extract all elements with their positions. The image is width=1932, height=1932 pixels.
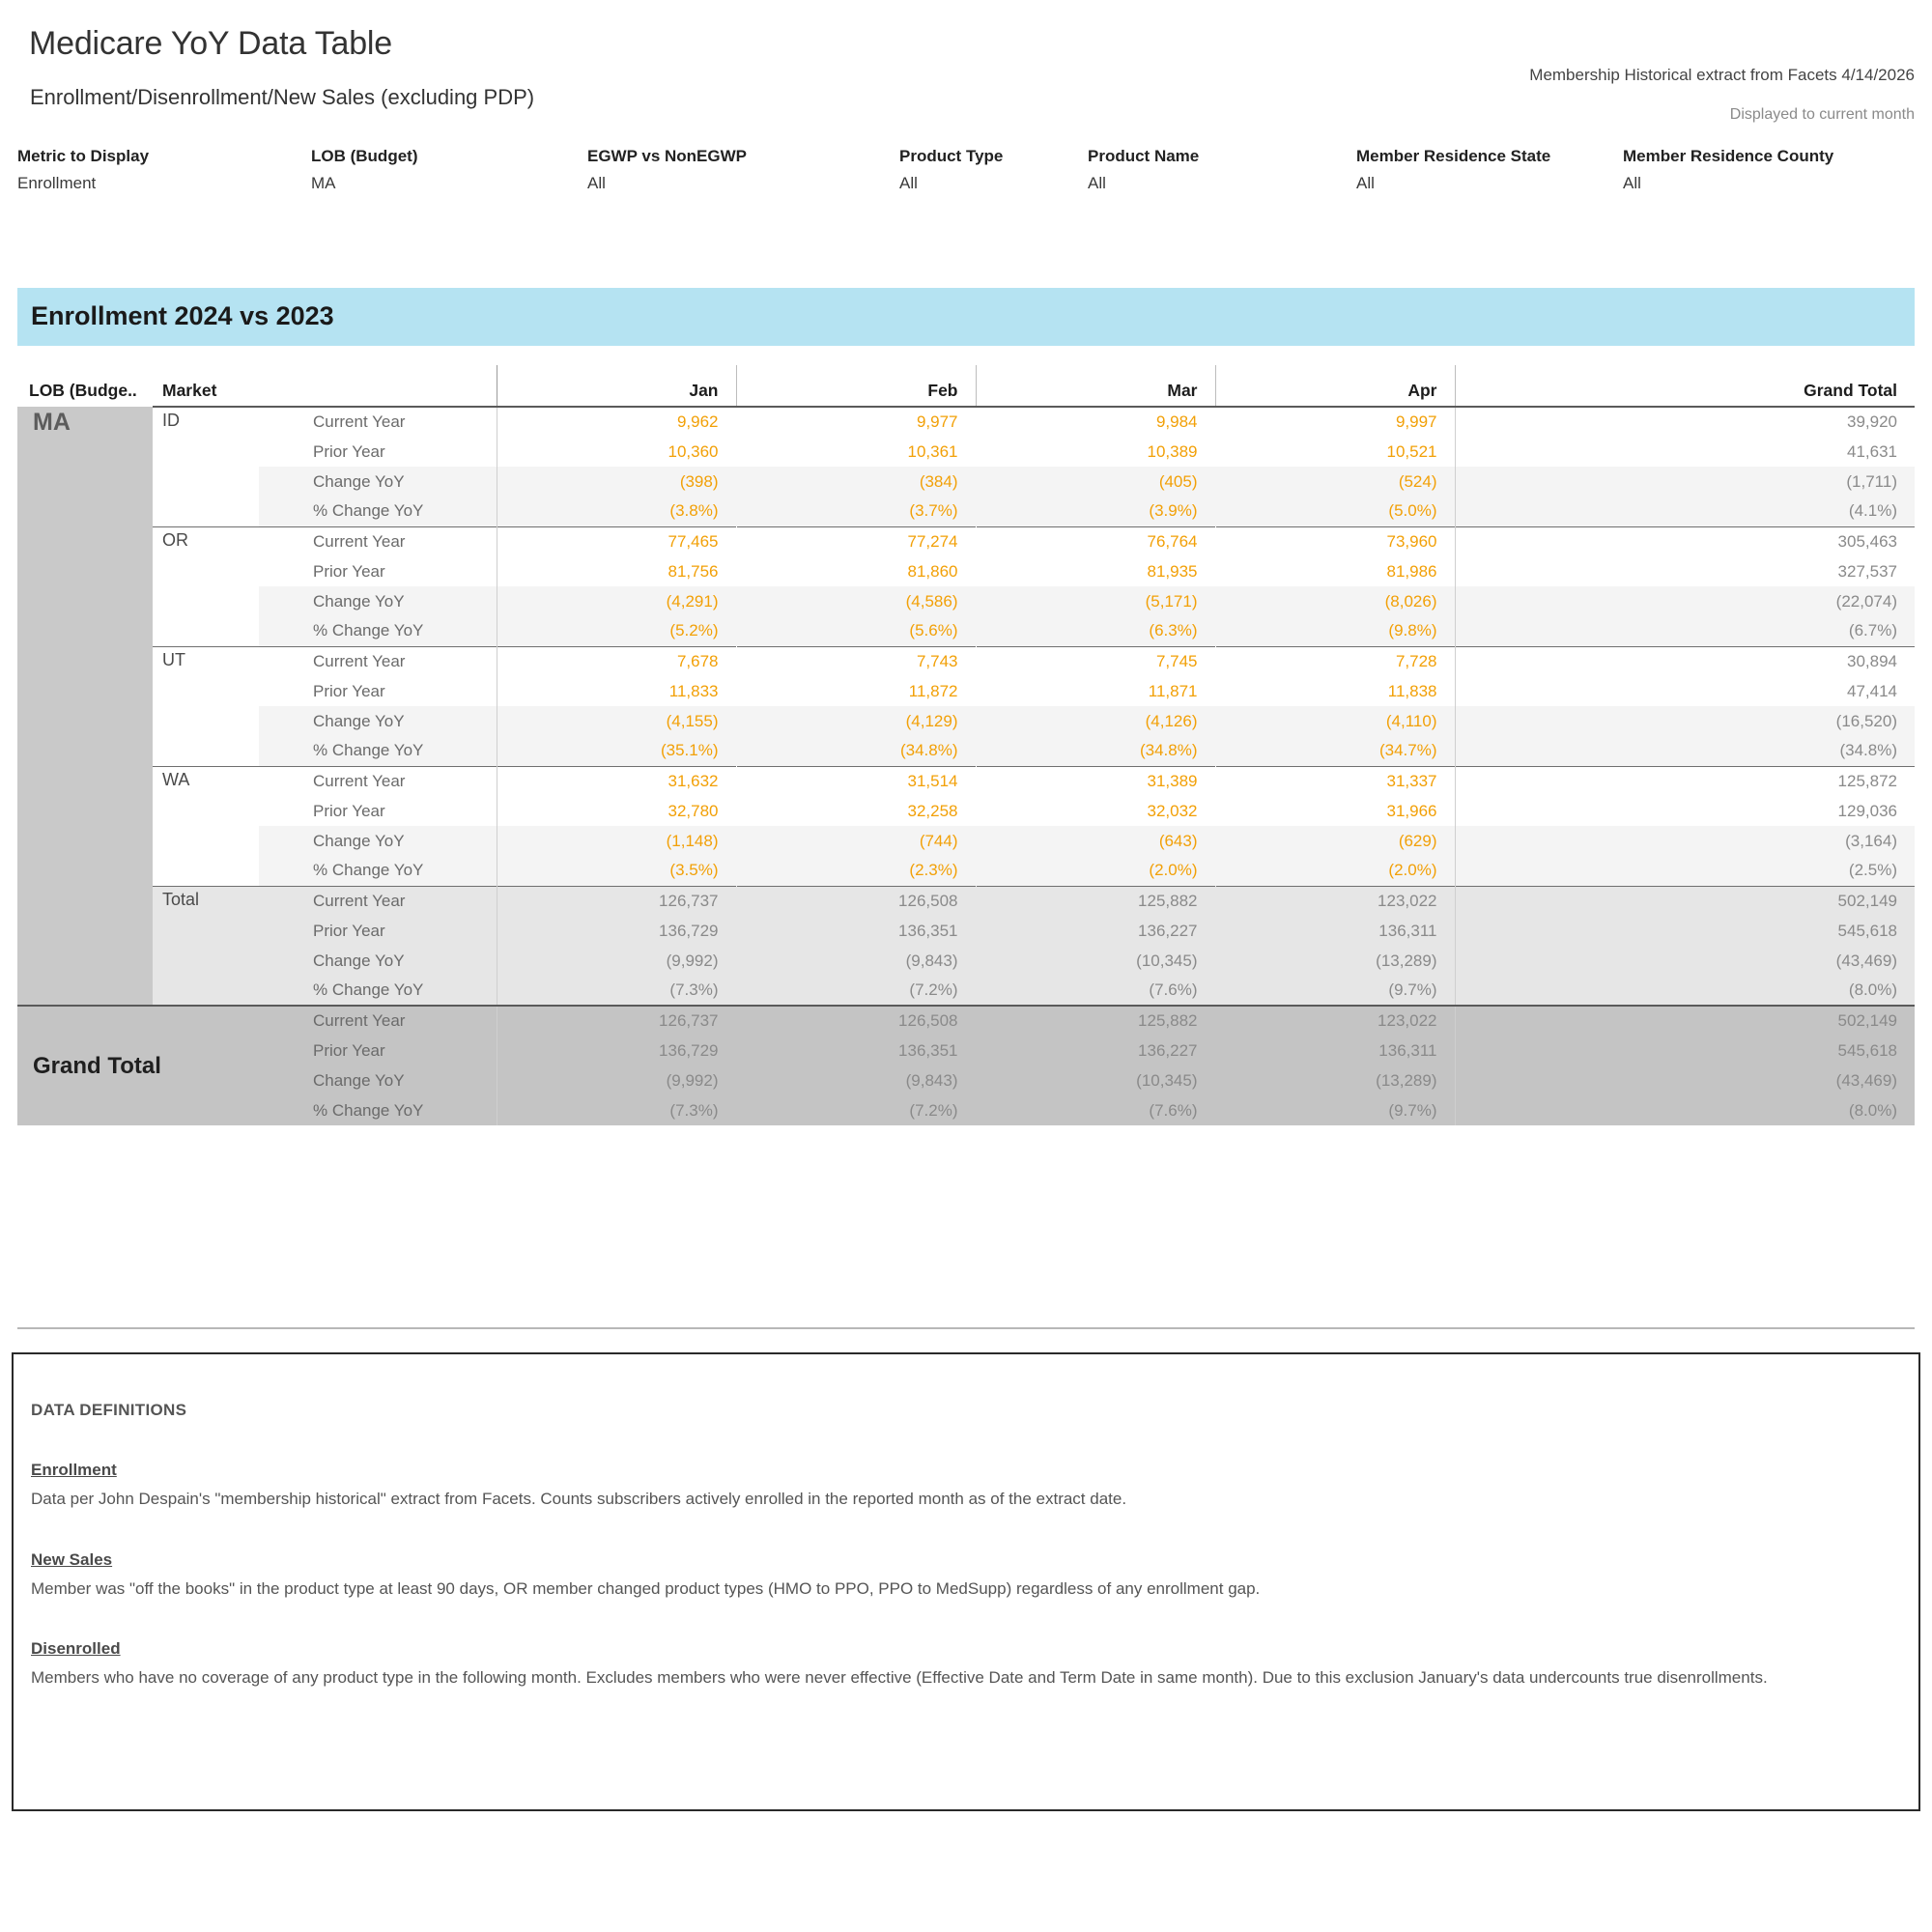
filter-member-residence-state[interactable] (1356, 145, 1550, 195)
data-cell: 136,311 (1215, 1036, 1455, 1065)
data-definitions-panel (12, 1352, 1920, 1811)
metric-label: Current Year (313, 412, 406, 431)
market-cell-total: Total (153, 886, 259, 1006)
definition-body: Members who have no coverage of any product type in the following month. Excludes members who were never effective (Effective Date and Term Date in same month). Due to this exclusion January's data undercounts true disenrollments. (31, 1668, 1768, 1687)
table-row (17, 916, 1915, 946)
table-row (17, 736, 1915, 766)
data-cell: 81,860 (907, 561, 958, 581)
data-cell: 10,361 (907, 441, 958, 461)
data-cell: 123,022 (1215, 1006, 1455, 1036)
metric-label: % Change YoY (259, 616, 497, 646)
metric-label: Current Year (259, 526, 497, 556)
data-cell: (9,992) (497, 1065, 736, 1095)
data-cell: (9,843) (736, 1065, 976, 1095)
page-subtitle: Enrollment/Disenrollment/New Sales (excluding PDP) (30, 85, 535, 109)
data-cell: (629) (1215, 826, 1455, 856)
market-cell-wa: WA (153, 766, 259, 886)
data-cell: (2.0%) (1215, 856, 1455, 886)
data-cell: (4,155) (497, 706, 736, 736)
market-cell-ut: UT (153, 646, 259, 766)
data-cell: (35.1%) (497, 736, 736, 766)
grand-total-cell: (16,520) (1455, 706, 1915, 736)
table-row (17, 616, 1915, 646)
data-cell: (4,110) (1215, 706, 1455, 736)
table-row (17, 976, 1915, 1006)
filter-label: Member Residence County (1623, 147, 1834, 165)
data-cell: (744) (736, 826, 976, 856)
col-header-metric (259, 365, 497, 406)
metric-label: Change YoY (259, 946, 497, 976)
data-cell: 31,389 (976, 766, 1215, 796)
grand-total-cell: 545,618 (1455, 916, 1915, 946)
table-body (17, 365, 1915, 1125)
extract-note: Membership Historical extract from Facets 4/14/2026 (1529, 66, 1915, 84)
data-cell: (34.7%) (1215, 736, 1455, 766)
definition-body: Member was "off the books" in the product type at least 90 days, OR member changed product types (HMO to PPO, PPO to MedSupp) regardless of any enrollment gap. (31, 1578, 1261, 1598)
metric-label: Prior Year (313, 801, 385, 820)
filter-value: All (1623, 174, 1641, 192)
data-cell: (384) (736, 467, 976, 497)
col-header-month-jan: Jan (497, 365, 736, 406)
data-cell: 81,935 (1147, 561, 1198, 581)
metric-label: Current Year (259, 1006, 497, 1036)
data-cell: 126,737 (497, 1006, 736, 1036)
data-cell: (10,345) (976, 1065, 1215, 1095)
grand-total-cell: (34.8%) (1455, 736, 1915, 766)
grand-total-cell: 502,149 (1455, 1006, 1915, 1036)
data-cell: 126,737 (497, 886, 736, 916)
data-cell: 10,360 (497, 437, 736, 467)
metric-label: Change YoY (259, 467, 497, 497)
filter-value: All (899, 174, 918, 192)
filter-product-type[interactable] (899, 145, 1003, 195)
section-banner (17, 288, 1915, 346)
metric-label: Prior Year (313, 441, 385, 461)
grand-total-cell: 327,537 (1455, 556, 1915, 586)
data-cell: 7,745 (976, 646, 1215, 676)
definitions-title: DATA DEFINITIONS (31, 1401, 187, 1419)
data-cell: 9,962 (497, 407, 736, 437)
data-cell: 9,997 (1395, 412, 1437, 431)
data-cell: (4,586) (736, 586, 976, 616)
filter-lob-budget[interactable] (311, 145, 417, 195)
data-cell: 31,514 (736, 766, 976, 796)
data-cell: (34.8%) (736, 736, 976, 766)
data-cell: (524) (1215, 467, 1455, 497)
grand-total-cell: 502,149 (1455, 886, 1915, 916)
grand-total-cell: 125,872 (1455, 766, 1915, 796)
data-cell: 136,311 (1215, 916, 1455, 946)
table-row (17, 586, 1915, 616)
data-cell: 81,986 (1386, 561, 1437, 581)
data-cell: 31,966 (1386, 801, 1437, 820)
grand-total-cell: (2.5%) (1455, 856, 1915, 886)
grand-total-row (17, 1006, 1915, 1036)
filter-label: Product Name (1088, 147, 1200, 165)
filter-value: All (1356, 174, 1375, 192)
grand-total-row (17, 1036, 1915, 1065)
data-cell: 32,032 (1147, 801, 1198, 820)
data-cell: (9,992) (497, 946, 736, 976)
data-cell: (3.8%) (497, 497, 736, 526)
col-header-month-apr: Apr (1215, 365, 1455, 406)
data-cell: (9,843) (736, 946, 976, 976)
grand-total-label: Grand Total (17, 1006, 259, 1125)
grand-total-cell: 305,463 (1455, 526, 1915, 556)
metric-label: % Change YoY (259, 736, 497, 766)
table-row (17, 796, 1915, 826)
col-header-month-feb: Feb (736, 365, 976, 406)
grand-total-row (17, 1095, 1915, 1125)
definition-term: Enrollment (31, 1461, 117, 1479)
grand-total-row (17, 1065, 1915, 1095)
metric-label: % Change YoY (259, 976, 497, 1006)
filter-value: All (587, 174, 606, 192)
col-header-grand-total: Grand Total (1455, 365, 1915, 406)
filter-label: Member Residence State (1356, 147, 1551, 165)
data-cell: 11,871 (1148, 681, 1198, 700)
data-cell: (7.6%) (976, 1095, 1215, 1125)
table-row (17, 556, 1915, 586)
table-row (17, 706, 1915, 736)
market-cell-id: ID (162, 411, 180, 430)
data-cell: (13,289) (1215, 946, 1455, 976)
metric-label: Current Year (259, 646, 497, 676)
metric-label: Prior Year (313, 561, 385, 581)
data-cell: (5,171) (976, 586, 1215, 616)
metric-label: Change YoY (259, 586, 497, 616)
filter-label: Metric to Display (17, 147, 150, 165)
data-cell: (34.8%) (976, 736, 1215, 766)
metric-label: Prior Year (313, 681, 385, 700)
data-cell: (4,291) (497, 586, 736, 616)
filter-value: MA (311, 174, 336, 192)
data-cell: (5.0%) (1215, 497, 1455, 526)
definition-term: New Sales (31, 1549, 113, 1569)
metric-label: % Change YoY (259, 856, 497, 886)
data-cell: 126,508 (736, 886, 976, 916)
grand-total-cell: (8.0%) (1455, 1095, 1915, 1125)
metric-label: % Change YoY (259, 1095, 497, 1125)
filter-label: Product Type (899, 147, 1004, 165)
filter-label: LOB (Budget) (311, 147, 418, 165)
table-row (17, 407, 1915, 437)
definition-body: Data per John Despain's "membership historical" extract from Facets. Counts subscribers actively enrolled in the reported month as of the extract date. (31, 1490, 1127, 1508)
metric-label: Change YoY (259, 826, 497, 856)
displayed-note: Displayed to current month (1729, 106, 1915, 123)
data-cell: 136,729 (497, 916, 736, 946)
data-cell: 31,632 (497, 766, 736, 796)
data-cell: 136,227 (976, 916, 1215, 946)
table-row (17, 826, 1915, 856)
metric-label: Prior Year (259, 916, 497, 946)
grand-total-cell: (43,469) (1455, 1065, 1915, 1095)
report-header (0, 0, 1932, 123)
market-cell-or: OR (153, 526, 259, 646)
data-cell: (9.7%) (1215, 976, 1455, 1006)
table-column-header-row (17, 365, 1915, 406)
section-banner-title: Enrollment 2024 vs 2023 (31, 301, 334, 330)
grand-total-cell: (8.0%) (1455, 976, 1915, 1006)
grand-total-cell: (1,711) (1455, 467, 1915, 497)
data-cell: (13,289) (1215, 1065, 1455, 1095)
data-cell: 123,022 (1215, 886, 1455, 916)
grand-total-cell: 39,920 (1455, 407, 1915, 437)
data-cell: 125,882 (976, 886, 1215, 916)
metric-label: Change YoY (259, 706, 497, 736)
data-cell: (3.7%) (736, 497, 976, 526)
filter-metric-to-display[interactable] (17, 145, 149, 195)
data-cell: (3.9%) (976, 497, 1215, 526)
col-header-month-mar: Mar (976, 365, 1215, 406)
grand-total-cell: (3,164) (1455, 826, 1915, 856)
data-cell: (7.2%) (736, 1095, 976, 1125)
data-cell: 32,258 (907, 801, 958, 820)
table-bottom-rule (17, 1327, 1915, 1329)
metric-label: Prior Year (259, 1036, 497, 1065)
table-row (17, 676, 1915, 706)
data-cell: 9,984 (1155, 412, 1198, 431)
data-cell: 73,960 (1215, 526, 1455, 556)
grand-total-cell: 41,631 (1455, 437, 1915, 467)
data-cell: (1,148) (497, 826, 736, 856)
data-cell: 125,882 (976, 1006, 1215, 1036)
data-cell: 136,729 (497, 1036, 736, 1065)
lob-cell: MA (17, 407, 153, 1006)
col-header-market: Market (162, 381, 217, 400)
filter-product-name[interactable] (1088, 145, 1199, 195)
table-row (17, 886, 1915, 916)
table-row (17, 646, 1915, 676)
data-cell: (2.0%) (976, 856, 1215, 886)
data-cell: 7,728 (1215, 646, 1455, 676)
grand-total-cell: (22,074) (1455, 586, 1915, 616)
data-cell: (6.3%) (976, 616, 1215, 646)
data-cell: (9.7%) (1215, 1095, 1455, 1125)
definition-item-disenrolled (31, 1639, 1889, 1690)
data-cell: (4,129) (736, 706, 976, 736)
definition-term: Disenrolled (31, 1639, 121, 1658)
data-cell: 31,337 (1215, 766, 1455, 796)
grand-total-cell: 30,894 (1455, 646, 1915, 676)
metric-label: % Change YoY (259, 497, 497, 526)
table-row (17, 467, 1915, 497)
data-cell: (405) (976, 467, 1215, 497)
data-cell: 10,521 (1386, 441, 1437, 461)
data-cell: 7,678 (497, 646, 736, 676)
data-cell: 136,351 (736, 1036, 976, 1065)
data-cell: (3.5%) (497, 856, 736, 886)
data-cell: (10,345) (976, 946, 1215, 976)
data-cell: (7.2%) (736, 976, 976, 1006)
data-cell: 76,764 (976, 526, 1215, 556)
table-row (17, 437, 1915, 467)
metric-label: Change YoY (259, 1065, 497, 1095)
data-cell: 10,389 (1147, 441, 1198, 461)
col-header-lob: LOB (Budge.. (29, 381, 137, 400)
data-cell: (7.3%) (497, 1095, 736, 1125)
data-cell: 7,743 (736, 646, 976, 676)
data-cell: 11,838 (1387, 681, 1437, 700)
filter-member-residence-county[interactable] (1623, 145, 1833, 195)
data-cell: (7.6%) (976, 976, 1215, 1006)
data-cell: (4,126) (976, 706, 1215, 736)
data-cell: (7.3%) (497, 976, 736, 1006)
table-row (17, 497, 1915, 526)
metric-label: Current Year (259, 886, 497, 916)
data-cell: 9,977 (916, 412, 958, 431)
definition-item-new-sales (31, 1550, 1889, 1602)
grand-total-cell: 47,414 (1455, 676, 1915, 706)
filter-label: EGWP vs NonEGWP (587, 147, 747, 165)
filter-value: All (1088, 174, 1106, 192)
yoy-data-table (17, 365, 1915, 1125)
filter-egwp-vs-nonegwp[interactable] (587, 145, 747, 195)
data-cell: (5.2%) (497, 616, 736, 646)
grand-total-cell: (6.7%) (1455, 616, 1915, 646)
data-cell: (643) (976, 826, 1215, 856)
data-cell: 136,351 (736, 916, 976, 946)
grand-total-cell: (4.1%) (1455, 497, 1915, 526)
grand-total-cell: 545,618 (1455, 1036, 1915, 1065)
data-cell: 81,756 (497, 556, 736, 586)
data-cell: 126,508 (736, 1006, 976, 1036)
data-cell: 77,465 (497, 526, 736, 556)
table-row (17, 526, 1915, 556)
data-cell: 11,833 (497, 676, 736, 706)
data-cell: (8,026) (1215, 586, 1455, 616)
data-cell: 11,872 (908, 681, 958, 700)
data-cell: 32,780 (497, 796, 736, 826)
table-row (17, 766, 1915, 796)
data-cell: (398) (497, 467, 736, 497)
data-cell: 77,274 (736, 526, 976, 556)
data-cell: (2.3%) (736, 856, 976, 886)
page-title: Medicare YoY Data Table (29, 25, 392, 62)
data-cell: (5.6%) (736, 616, 976, 646)
table-row (17, 946, 1915, 976)
grand-total-cell: 129,036 (1455, 796, 1915, 826)
filter-bar (0, 145, 1932, 203)
definition-item-enrollment (31, 1461, 1889, 1512)
metric-label: Current Year (259, 766, 497, 796)
data-cell: (9.8%) (1215, 616, 1455, 646)
grand-total-cell: (43,469) (1455, 946, 1915, 976)
filter-value: Enrollment (17, 174, 97, 192)
table-row (17, 856, 1915, 886)
data-cell: 136,227 (976, 1036, 1215, 1065)
